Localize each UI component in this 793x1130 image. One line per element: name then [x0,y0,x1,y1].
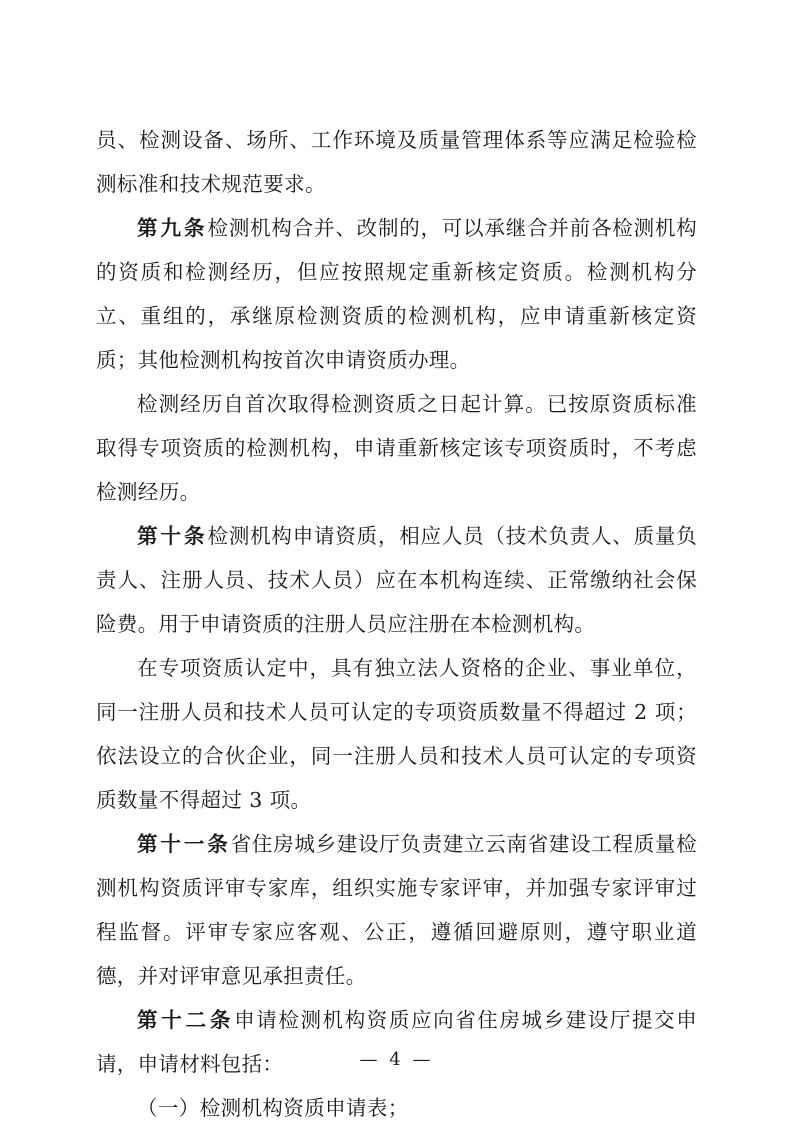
paragraph-text: 在专项资质认定中，具有独立法人资格的企业、事业单位，同一注册人员和技术人员可认定的专项资质数量不得超过 2 项；依法设立的合伙企业，同一注册人员和技术人员可认定的专项资质数量不得超过 3 项。 [96,656,697,812]
paragraph-text: （一）检测机构资质申请表； [137,1096,409,1120]
paragraph-text: 员、检测设备、场所、工作环境及质量管理体系等应满足检验检测标准和技术规范要求。 [96,128,697,196]
article-label: 第十二条 [137,1008,235,1032]
paragraph-text: 检测经历自首次取得检测资质之日起计算。已按原资质标准取得专项资质的检测机构，申请重新核定该专项资质时，不考虑检测经历。 [96,392,697,504]
paragraph-article-9 [96,206,697,382]
paragraph-article-10-continued [96,646,697,822]
paragraph-article-12 [96,998,697,1086]
paragraph-article-9-continued [96,382,697,514]
page-number: — 4 — [359,1049,434,1070]
paragraph-article-11 [96,822,697,998]
page-footer [0,1049,793,1070]
article-label: 第九条 [137,216,208,240]
paragraph-text: 检测机构申请资质，相应人员（技术负责人、质量负责人、注册人员、技术人员）应在本机构连续、正常缴纳社会保险费。用于申请资质的注册人员应注册在本检测机构。 [96,524,697,636]
paragraph-text: 省住房城乡建设厅负责建立云南省建设工程质量检测机构资质评审专家库，组织实施专家评审，并加强专家评审过程监督。评审专家应客观、公正，遵循回避原则，遵守职业道德，并对评审意见承担责任。 [96,832,697,988]
article-label: 第十一条 [137,832,231,856]
document-body [96,118,697,1130]
paragraph-item-1 [96,1086,697,1130]
paragraph-text: 申请检测机构资质应向省住房城乡建设厅提交申请，申请材料包括： [96,1008,697,1076]
paragraph-text: 检测机构合并、改制的，可以承继合并前各检测机构的资质和检测经历，但应按照规定重新核定资质。检测机构分立、重组的，承继原检测资质的检测机构，应申请重新核定资质；其他检测机构按首次申请资质办理。 [96,216,697,372]
paragraph-continued [96,118,697,206]
article-label: 第十条 [137,524,208,548]
paragraph-article-10 [96,514,697,646]
